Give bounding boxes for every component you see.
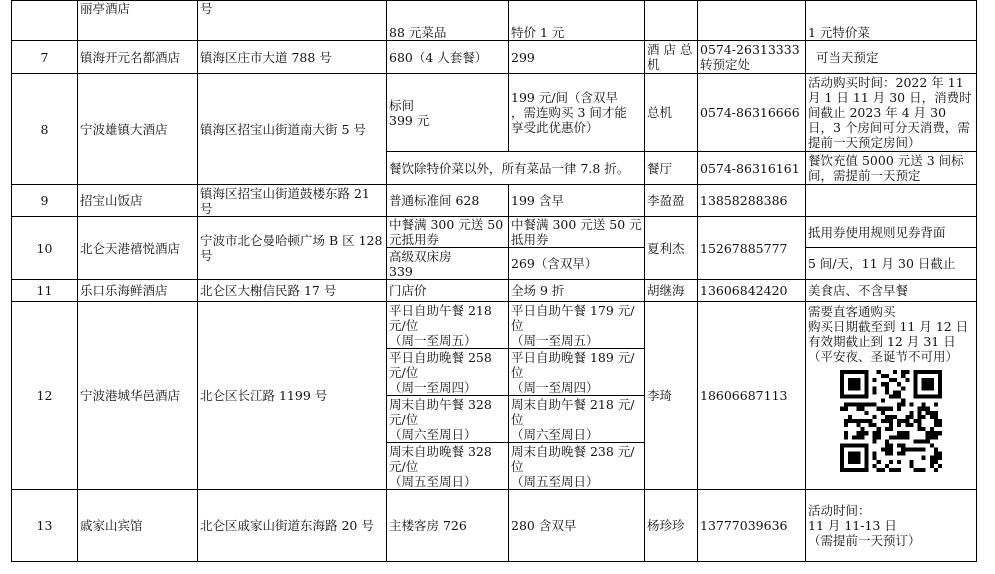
note: 可当天预定 <box>806 41 977 74</box>
offer-item: 餐饮除特价菜以外，所有菜品一律 7.8 折。 <box>387 152 645 185</box>
hotel-name: 乐口乐海鲜酒店 <box>78 280 198 302</box>
note: 5 间/天，11 月 30 日截止 <box>806 248 977 280</box>
note: 活动购买时间：2022 年 11 月 1 日 11 月 30 日，消费时间截止 2023 年 4 月 30 日，3 个房间可分天消费，需提前一天预定房间） <box>806 74 977 152</box>
note: 抵用券使用规则见券背面 <box>806 217 977 248</box>
phone: 0574-26313333 转预定处 <box>698 41 806 74</box>
contact: 餐厅 <box>645 152 698 185</box>
offer-price: 全场 9 折 <box>509 280 645 302</box>
hotel-name: 丽亭酒店 <box>78 1 198 41</box>
hotel-promotions-table <box>11 0 977 562</box>
offer-price: 特价 1 元 <box>509 1 645 41</box>
offer-price: 中餐满 300 元送 50 元抵用券 <box>509 217 645 248</box>
offer-item: 普通标准间 628 <box>387 185 509 217</box>
offer-price: 平日自助晚餐 189 元/位 （周一至周四） <box>509 349 645 396</box>
offer-item: 平日自助晚餐 258 元/位 （周一至周四） <box>387 349 509 396</box>
contact: 胡继海 <box>645 280 698 302</box>
hotel-name: 北仑天港禧悦酒店 <box>78 217 198 280</box>
note: 美食店、不含早餐 <box>806 280 977 302</box>
note: 餐饮充值 5000 元送 3 间标间，需提前一天预定 <box>806 152 977 185</box>
contact: 李盈盈 <box>645 185 698 217</box>
table-row <box>12 302 977 349</box>
hotel-address: 北仑区戚家山街道东海路 20 号 <box>198 490 387 562</box>
table-row <box>12 185 977 217</box>
row-number: 9 <box>12 185 78 217</box>
hotel-address: 镇海区庄市大道 788 号 <box>198 41 387 74</box>
hotel-address: 镇海区招宝山街道鼓楼东路 21 号 <box>198 185 387 217</box>
row-number: 7 <box>12 41 78 74</box>
hotel-address: 北仑区大榭信民路 17 号 <box>198 280 387 302</box>
hotel-address: 镇海区招宝山街道南大街 5 号 <box>198 74 387 185</box>
offer-item: 周末自助晚餐 328 元/位 （周五至周日） <box>387 443 509 490</box>
offer-item: 平日自助午餐 218 元/位 （周一至周五） <box>387 302 509 349</box>
phone <box>698 1 806 41</box>
row-number: 11 <box>12 280 78 302</box>
phone: 13777039636 <box>698 490 806 562</box>
table-row <box>12 280 977 302</box>
offer-item: 88 元菜品 <box>387 1 509 41</box>
offer-price: 周末自助晚餐 238 元/位 （周五至周日） <box>509 443 645 490</box>
row-number: 8 <box>12 74 78 185</box>
table-row <box>12 490 977 562</box>
note: 需要直客通购买 购买日期截至到 11 月 12 日 有效期截止到 12 月 31 日 （平安夜、圣诞节不可用） <box>808 304 969 364</box>
contact <box>645 1 698 41</box>
hotel-address: 号 <box>198 1 387 41</box>
offer-price: 199 含早 <box>509 185 645 217</box>
note-cell <box>806 302 977 490</box>
row-number <box>12 1 78 41</box>
row-number: 12 <box>12 302 78 490</box>
phone: 0574-86316161 <box>698 152 806 185</box>
phone: 13606842420 <box>698 280 806 302</box>
offer-item: 高级双床房 339 <box>387 248 509 280</box>
qr-code[interactable] <box>840 370 942 472</box>
contact: 李琦 <box>645 302 698 490</box>
offer-price: 199 元/间（含双早 ，需连购买 3 间才能 享受此优惠价） <box>509 74 645 152</box>
hotel-name: 招宝山饭店 <box>78 185 198 217</box>
offer-item: 周末自助午餐 328 元/位 （周六至周日） <box>387 396 509 443</box>
offer-item: 门店价 <box>387 280 509 302</box>
offer-price: 299 <box>509 41 645 74</box>
contact: 总机 <box>645 74 698 152</box>
offer-price: 280 含双早 <box>509 490 645 562</box>
hotel-name: 戚家山宾馆 <box>78 490 198 562</box>
note: 1 元特价菜 <box>806 1 977 41</box>
contact: 酒 店 总 机 <box>645 41 698 74</box>
table-row <box>12 1 977 41</box>
table-row <box>12 217 977 248</box>
phone: 18606687113 <box>698 302 806 490</box>
offer-item: 主楼客房 726 <box>387 490 509 562</box>
hotel-name: 镇海开元名都酒店 <box>78 41 198 74</box>
contact: 夏利杰 <box>645 217 698 280</box>
table-row <box>12 74 977 152</box>
phone: 15267885777 <box>698 217 806 280</box>
offer-item: 680（4 人套餐） <box>387 41 509 74</box>
hotel-address: 北仑区长江路 1199 号 <box>198 302 387 490</box>
offer-price: 269（含双早） <box>509 248 645 280</box>
row-number: 13 <box>12 490 78 562</box>
table-row <box>12 41 977 74</box>
hotel-address: 宁波市北仑曼哈顿广场 B 区 128 号 <box>198 217 387 280</box>
hotel-name: 宁波雄镇大酒店 <box>78 74 198 185</box>
note: 活动时间： 11 月 11-13 日 （需提前一天预订） <box>806 490 977 562</box>
offer-item: 中餐满 300 元送 50 元抵用券 <box>387 217 509 248</box>
offer-price: 周末自助午餐 218 元/位 （周六至周日） <box>509 396 645 443</box>
offer-item: 标间 399 元 <box>387 74 509 152</box>
row-number: 10 <box>12 217 78 280</box>
hotel-name: 宁波港城华邑酒店 <box>78 302 198 490</box>
note <box>806 185 977 217</box>
phone: 13858288386 <box>698 185 806 217</box>
offer-price: 平日自助午餐 179 元/位 （周一至周五） <box>509 302 645 349</box>
contact: 杨珍珍 <box>645 490 698 562</box>
phone: 0574-86316666 <box>698 74 806 152</box>
